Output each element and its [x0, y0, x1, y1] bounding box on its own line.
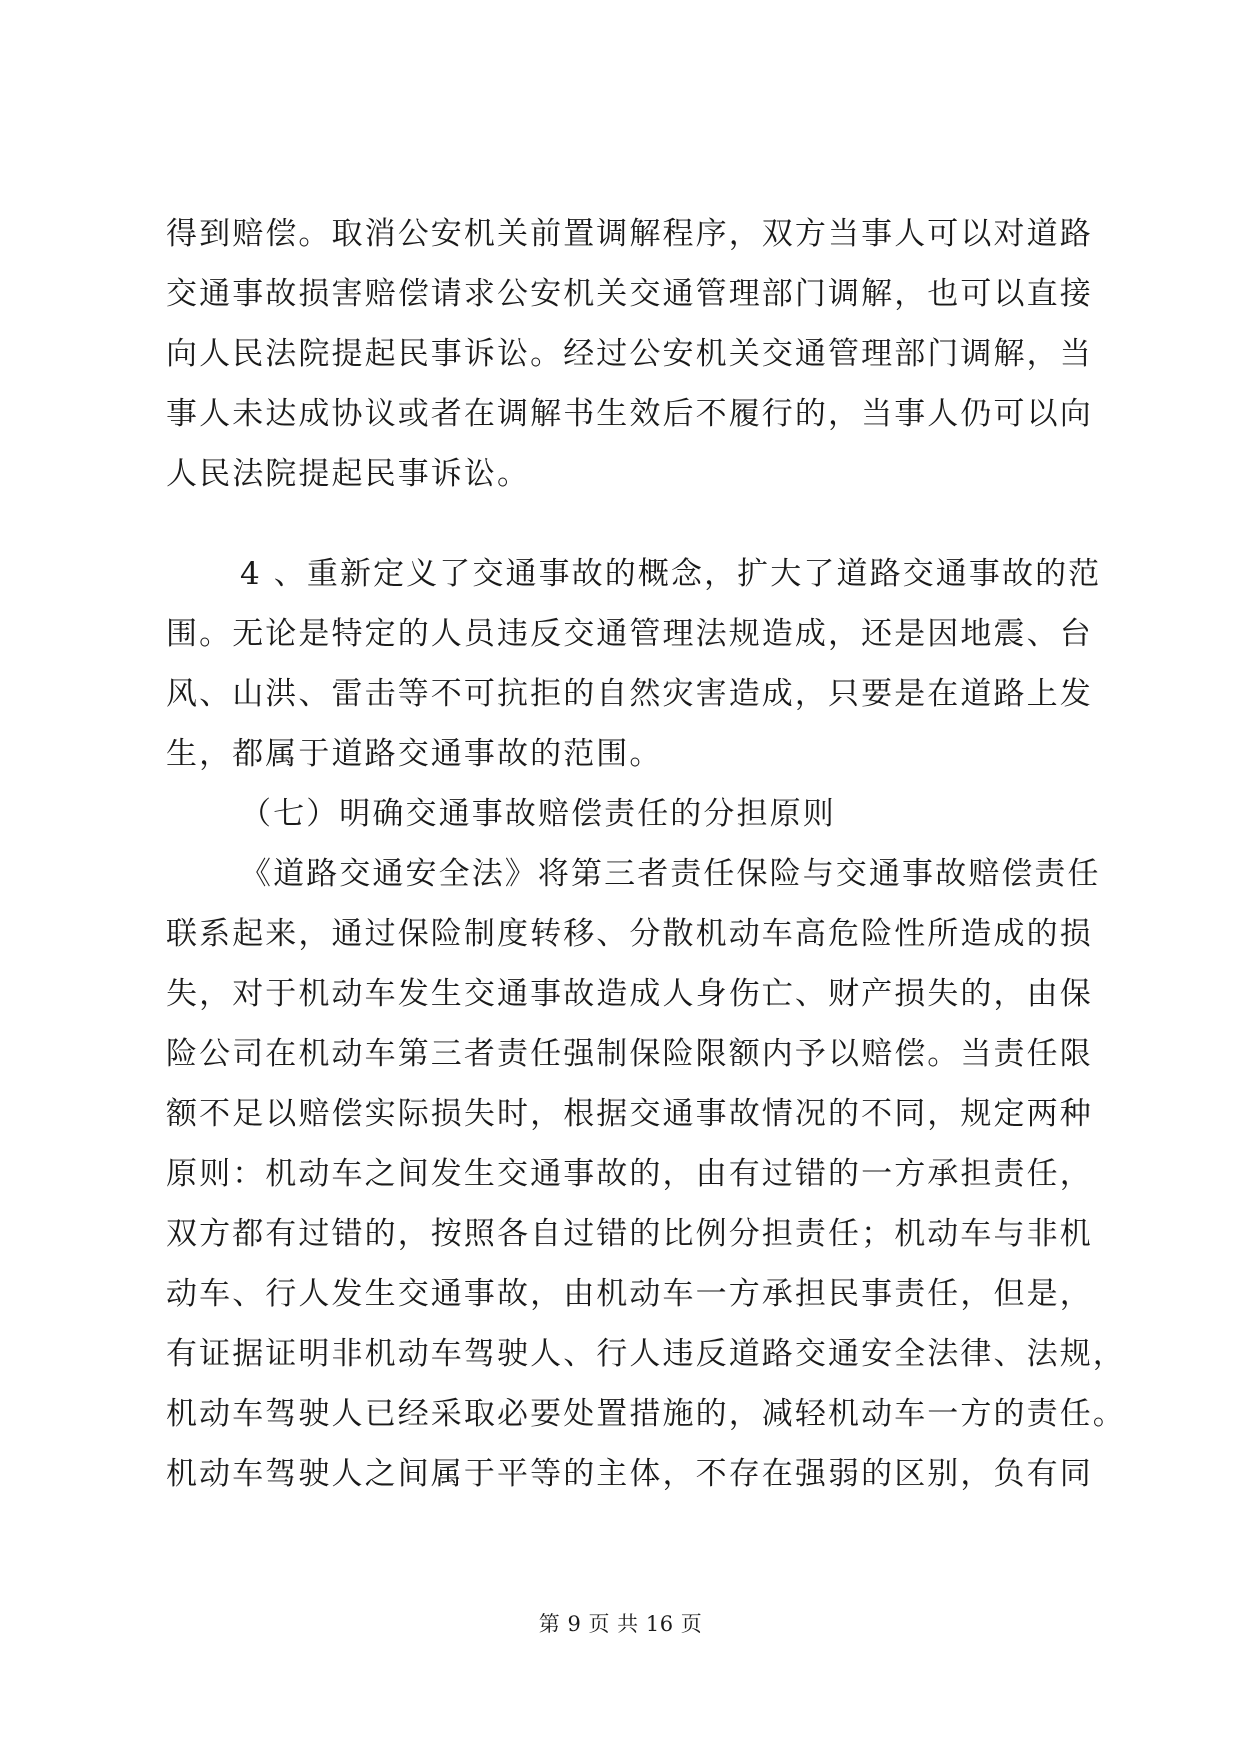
body-line: 《道路交通安全法》将第三者责任保险与交通事故赔偿责任: [240, 856, 1101, 892]
body-line: 事人未达成协议或者在调解书生效后不履行的，当事人仍可以向: [166, 396, 1093, 432]
body-line: 额不足以赔偿实际损失时，根据交通事故情况的不同，规定两种: [166, 1096, 1093, 1132]
body-line: 4 、重新定义了交通事故的概念，扩大了道路交通事故的范: [240, 556, 1102, 592]
body-line: 得到赔偿。取消公安机关前置调解程序，双方当事人可以对道路: [166, 216, 1093, 252]
body-line: 原则：机动车之间发生交通事故的，由有过错的一方承担责任，: [166, 1156, 1093, 1192]
body-line: 向人民法院提起民事诉讼。经过公安机关交通管理部门调解，当: [166, 336, 1093, 372]
section-heading: （七）明确交通事故赔偿责任的分担原则: [240, 796, 836, 832]
body-line: 有证据证明非机动车驾驶人、行人违反道路交通安全法律、法规，: [166, 1336, 1126, 1372]
body-line: 人民法院提起民事诉讼。: [166, 456, 531, 492]
body-line: 交通事故损害赔偿请求公安机关交通管理部门调解，也可以直接: [166, 276, 1093, 312]
body-line: 动车、行人发生交通事故，由机动车一方承担民事责任，但是，: [166, 1276, 1093, 1312]
body-line: 机动车驾驶人已经采取必要处置措施的，减轻机动车一方的责任。: [166, 1396, 1126, 1432]
body-line: 联系起来，通过保险制度转移、分散机动车高危险性所造成的损: [166, 916, 1093, 952]
body-line: 机动车驾驶人之间属于平等的主体，不存在强弱的区别，负有同: [166, 1456, 1093, 1492]
body-line: 围。无论是特定的人员违反交通管理法规造成，还是因地震、台: [166, 616, 1093, 652]
body-line: 失，对于机动车发生交通事故造成人身伤亡、财产损失的，由保: [166, 976, 1093, 1012]
body-line: 双方都有过错的，按照各自过错的比例分担责任；机动车与非机: [166, 1216, 1093, 1252]
body-line: 生，都属于道路交通事故的范围。: [166, 736, 663, 772]
page-number-footer: 第 9 页 共 16 页: [538, 1612, 703, 1636]
body-line: 险公司在机动车第三者责任强制保险限额内予以赔偿。当责任限: [166, 1036, 1093, 1072]
body-line: 风、山洪、雷击等不可抗拒的自然灾害造成，只要是在道路上发: [166, 676, 1093, 712]
